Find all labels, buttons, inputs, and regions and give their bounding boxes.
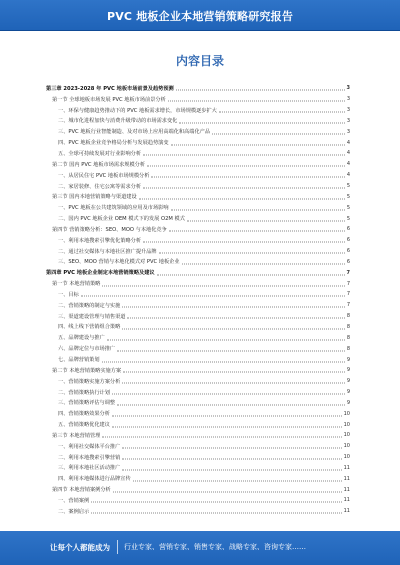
toc-entry[interactable] xyxy=(46,137,350,148)
toc-entry-page: 3 xyxy=(346,107,350,114)
toc-entry[interactable] xyxy=(46,441,350,452)
toc-leader-dots xyxy=(112,425,342,427)
toc-leader-dots xyxy=(122,306,345,308)
toc-leader-dots xyxy=(187,219,345,221)
toc-entry[interactable] xyxy=(46,419,350,430)
toc-leader-dots xyxy=(102,436,341,438)
toc-leader-dots xyxy=(122,327,345,329)
toc-entry-page: 10 xyxy=(343,454,350,461)
toc-entry-page: 10 xyxy=(343,443,350,450)
toc-entry[interactable] xyxy=(46,105,350,116)
toc-leader-dots xyxy=(168,100,345,102)
toc-entry[interactable] xyxy=(46,170,350,181)
toc-leader-dots xyxy=(159,252,345,254)
toc-entry[interactable] xyxy=(46,376,350,387)
toc-entry[interactable] xyxy=(46,506,350,517)
toc-entry[interactable] xyxy=(46,235,350,246)
toc-entry-label: 二、营销策略的制定与实施 xyxy=(58,302,121,309)
toc-entry-label: 第三节 本地营销管理 xyxy=(52,432,101,439)
toc-leader-dots xyxy=(179,121,344,123)
toc-entry-page: 7 xyxy=(346,302,350,309)
toc-entry-label: 第四节 营销策略分析：SEO、MOO 与本地化竞争 xyxy=(52,226,167,233)
toc-entry-page: 11 xyxy=(343,486,350,493)
toc-entry-label: 二、案例启示 xyxy=(58,508,90,515)
toc-entry-label: 第四章 PVC 地板企业制定本地营销策略及建议 xyxy=(46,270,155,277)
toc-entry[interactable] xyxy=(46,452,350,463)
toc-leader-dots xyxy=(157,273,345,275)
toc-entry[interactable] xyxy=(46,484,350,495)
toc-leader-dots xyxy=(143,241,345,243)
toc-leader-dots xyxy=(219,111,345,113)
toc-entry-page: 9 xyxy=(346,389,350,396)
toc-leader-dots xyxy=(122,382,345,384)
toc-leader-dots xyxy=(171,208,345,210)
toc-entry-label: 一、环保与健康趋势推动下的 PVC 地板需求增长，市场规模逐步扩大 xyxy=(58,107,217,114)
toc-entry-page: 5 xyxy=(346,193,350,200)
toc-entry-page: 8 xyxy=(346,313,350,320)
toc-entry-label: 四、营销策略效果分析 xyxy=(58,411,110,418)
toc-entry-label: 二、家居装修、住宅公寓等需求分析 xyxy=(58,183,142,190)
toc-entry[interactable] xyxy=(46,83,350,94)
toc-entry-label: 三、PVC 地板行业智能制造、及对市场上应用高端化和高端化产品 xyxy=(58,129,211,136)
toc-entry-page: 4 xyxy=(346,172,350,179)
table-of-contents xyxy=(46,83,350,523)
toc-entry-page: 3 xyxy=(346,85,350,92)
toc-leader-dots xyxy=(112,414,342,416)
toc-leader-dots xyxy=(182,262,345,264)
toc-leader-dots xyxy=(91,512,341,514)
toc-entry-page: 5 xyxy=(346,204,350,211)
toc-entry-page: 4 xyxy=(346,150,350,157)
toc-entry[interactable] xyxy=(46,289,350,300)
toc-entry-page: 6 xyxy=(346,226,350,233)
toc-entry[interactable] xyxy=(46,473,350,484)
toc-leader-dots xyxy=(143,154,345,156)
toc-leader-dots xyxy=(117,403,345,405)
toc-entry[interactable] xyxy=(46,311,350,322)
toc-heading: 内容目录 xyxy=(175,54,224,68)
page-footer xyxy=(0,531,400,565)
toc-entry-label: 第二节 本地营销策略实施方案 xyxy=(52,367,122,374)
toc-leader-dots xyxy=(122,447,341,449)
toc-entry-label: 五、品牌建设与推广 xyxy=(58,335,105,342)
toc-entry[interactable] xyxy=(46,495,350,506)
toc-entry[interactable] xyxy=(46,397,350,408)
toc-entry-label: 四、线上线下营销组合策略 xyxy=(58,324,121,331)
toc-entry-page: 7 xyxy=(346,291,350,298)
toc-leader-dots xyxy=(171,143,345,145)
toc-entry-page: 11 xyxy=(343,508,350,515)
toc-entry-label: 一、目标 xyxy=(58,291,79,298)
toc-entry-page: 8 xyxy=(346,334,350,341)
toc-entry-label: 第三章 2023-2028 年 PVC 地板市场前景及趋势预测 xyxy=(46,85,174,92)
toc-entry-page: 5 xyxy=(346,183,350,190)
toc-entry-label: 第三节 国内本地营销策略与渠道建设 xyxy=(52,194,137,201)
toc-entry[interactable] xyxy=(46,181,350,192)
footer-slogan: 让每个人都能成为 xyxy=(50,543,110,552)
toc-entry-label: 七、品牌营销策划 xyxy=(58,357,100,364)
toc-entry[interactable] xyxy=(46,387,350,398)
toc-leader-dots xyxy=(102,360,345,362)
toc-entry[interactable] xyxy=(46,159,350,170)
toc-entry-label: 第一节 全球地板市场发展 PVC 地板市场前景分析 xyxy=(52,96,166,103)
toc-entry[interactable] xyxy=(46,332,350,343)
toc-entry-label: 第一节 本地营销策略 xyxy=(52,281,101,288)
toc-entry-page: 9 xyxy=(346,378,350,385)
toc-entry[interactable] xyxy=(46,354,350,365)
toc-entry-page: 8 xyxy=(346,323,350,330)
toc-entry[interactable] xyxy=(46,213,350,224)
toc-entry-label: 一、营销案例 xyxy=(58,497,90,504)
toc-leader-dots xyxy=(143,187,345,189)
footer-divider xyxy=(117,540,118,554)
toc-entry-label: 六、品牌定位与市场推广 xyxy=(58,346,116,353)
report-title: PVC 地板企业本地营销策略研究报告 xyxy=(106,10,294,23)
toc-entry-label: 四、利用本地媒体进行品牌宣传 xyxy=(58,476,131,483)
toc-entry-label: 三、利用本地社区活动推广 xyxy=(58,465,121,472)
toc-entry[interactable] xyxy=(46,257,350,268)
toc-leader-dots xyxy=(113,490,342,492)
toc-entry-page: 3 xyxy=(346,128,350,135)
toc-entry-label: 一、从居民住宅 PVC 地板市场规模分析 xyxy=(58,172,150,179)
page-header xyxy=(0,0,400,30)
toc-leader-dots xyxy=(151,176,344,178)
toc-leader-dots xyxy=(117,349,345,351)
toc-entry-page: 6 xyxy=(346,237,350,244)
toc-entry-page: 4 xyxy=(346,139,350,146)
toc-entry-page: 6 xyxy=(346,258,350,265)
toc-entry[interactable] xyxy=(46,343,350,354)
toc-entry-label: 三、渠道建设管理与销售渠道 xyxy=(58,313,126,320)
toc-entry-label: 二、通过社交媒体与本地社区推广提升品牌 xyxy=(58,248,157,255)
toc-entry-page: 10 xyxy=(343,421,350,428)
toc-entry[interactable] xyxy=(46,463,350,474)
toc-entry-label: 二、城市化进程加快与消费升级带动的市场需求变化 xyxy=(58,118,178,125)
toc-entry[interactable] xyxy=(46,300,350,311)
toc-entry-page: 10 xyxy=(343,410,350,417)
toc-entry-page: 8 xyxy=(346,345,350,352)
toc-leader-dots xyxy=(122,468,341,470)
toc-entry[interactable] xyxy=(46,148,350,159)
toc-entry-label: 第二节 国内 PVC 地板市场需求规模分析 xyxy=(52,161,146,168)
toc-entry-page: 9 xyxy=(346,399,350,406)
toc-entry-page: 5 xyxy=(346,215,350,222)
toc-entry-page: 11 xyxy=(343,497,350,504)
toc-entry-label: 四、PVC 地板企业竞争格局分析与发展趋势演变 xyxy=(58,140,169,147)
toc-entry-page: 6 xyxy=(346,248,350,255)
toc-leader-dots xyxy=(81,295,345,297)
toc-entry-label: 一、营销策略实施方案分析 xyxy=(58,378,121,385)
toc-entry[interactable] xyxy=(46,365,350,376)
toc-leader-dots xyxy=(127,317,344,319)
toc-entry-page: 7 xyxy=(346,269,350,276)
toc-entry-page: 9 xyxy=(346,356,350,363)
toc-entry[interactable] xyxy=(46,278,350,289)
toc-leader-dots xyxy=(147,165,345,167)
toc-entry[interactable] xyxy=(46,116,350,127)
toc-entry[interactable] xyxy=(46,191,350,202)
toc-entry-label: 五、营销策略优化建议 xyxy=(58,422,110,429)
toc-entry-label: 二、营销策略执行计划 xyxy=(58,389,110,396)
toc-entry-label: 三、营销策略评估与调整 xyxy=(58,400,116,407)
toc-entry-label: 第四节 本地营销案例分析 xyxy=(52,487,111,494)
toc-entry[interactable] xyxy=(46,202,350,213)
toc-leader-dots xyxy=(169,230,345,232)
toc-entry[interactable] xyxy=(46,94,350,105)
toc-entry-page: 10 xyxy=(343,432,350,439)
toc-entry-page: 11 xyxy=(343,464,350,471)
toc-entry[interactable] xyxy=(46,408,350,419)
toc-entry[interactable] xyxy=(46,224,350,235)
toc-entry-label: 一、利用社交媒体平台推广 xyxy=(58,443,121,450)
toc-entry[interactable] xyxy=(46,322,350,333)
toc-entry[interactable] xyxy=(46,430,350,441)
toc-leader-dots xyxy=(212,132,345,134)
toc-leader-dots xyxy=(91,501,341,503)
toc-entry-label: 三、SEO、MOO 营销与本地化模式对 PVC 地板企业 xyxy=(58,259,180,266)
toc-entry[interactable] xyxy=(46,267,350,278)
toc-entry-page: 9 xyxy=(346,367,350,374)
toc-leader-dots xyxy=(139,197,345,199)
toc-entry-label: 二、国内 PVC 地板企业 OEM 模式下的发展 O2M 模式 xyxy=(58,216,185,223)
toc-entry-label: 五、全球可持续发展对行业影响分析 xyxy=(58,150,142,157)
toc-leader-dots xyxy=(102,284,344,286)
toc-leader-dots xyxy=(176,89,345,91)
toc-leader-dots xyxy=(107,338,345,340)
toc-entry-page: 11 xyxy=(343,475,350,482)
toc-entry-label: 二、利用本地搜索引擎营销 xyxy=(58,454,121,461)
toc-entry-page: 3 xyxy=(346,96,350,103)
toc-leader-dots xyxy=(123,371,345,373)
toc-leader-dots xyxy=(122,458,341,460)
toc-entry[interactable] xyxy=(46,126,350,137)
toc-leader-dots xyxy=(133,479,342,481)
toc-entry[interactable] xyxy=(46,246,350,257)
toc-entry-page: 7 xyxy=(346,280,350,287)
toc-entry-page: 3 xyxy=(346,117,350,124)
toc-leader-dots xyxy=(112,393,345,395)
toc-entry-label: 一、利用本地搜索引擎优化策略分析 xyxy=(58,237,142,244)
toc-entry-page: 4 xyxy=(346,161,350,168)
toc-entry-label: 一、PVC 地板在公共建筑领域的应用及市场影响 xyxy=(58,205,169,212)
footer-roles: 行业专家、营销专家、销售专家、战略专家、咨询专家…… xyxy=(124,543,306,551)
